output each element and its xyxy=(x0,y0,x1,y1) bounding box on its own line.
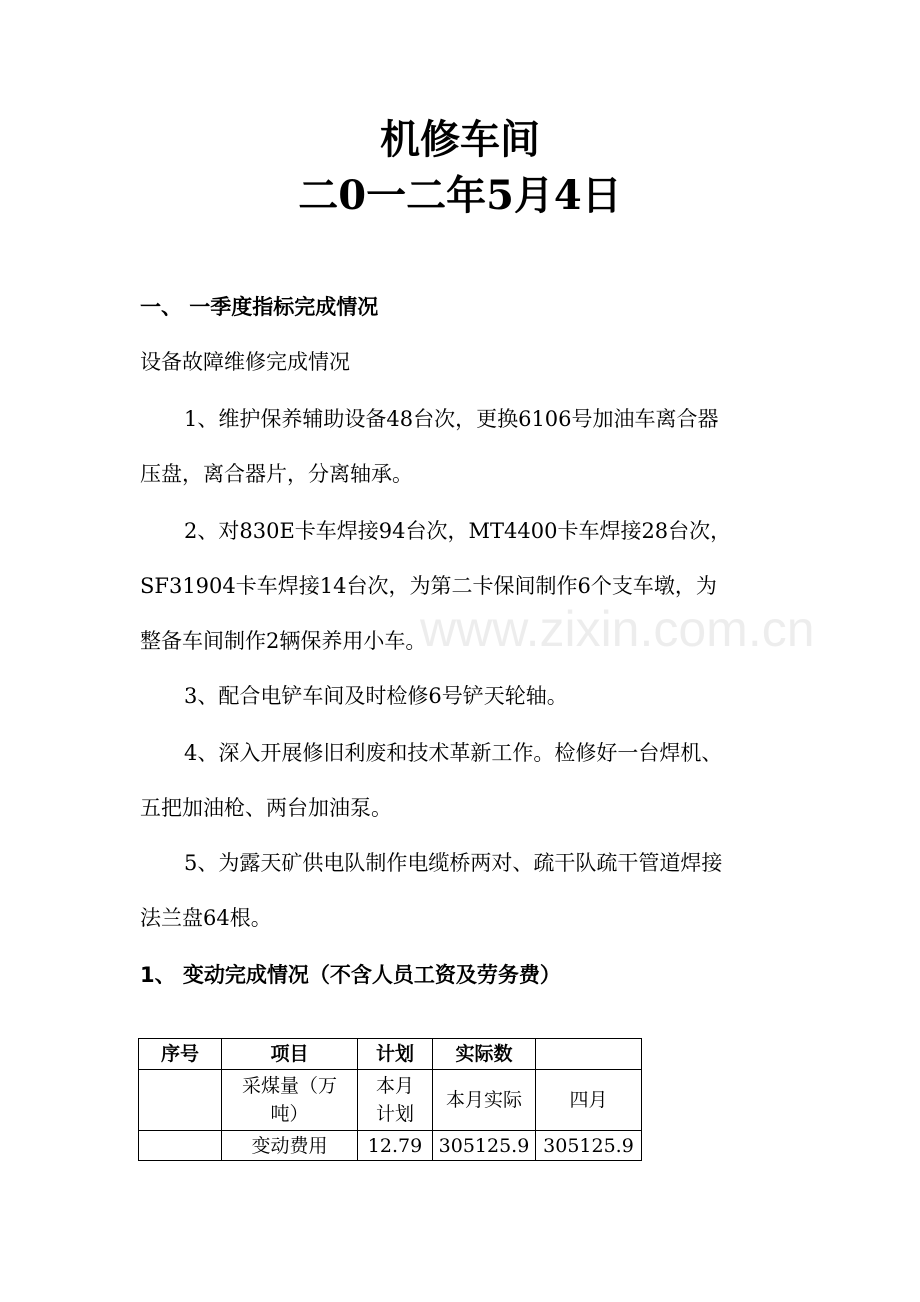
table-cell: 本月实际 xyxy=(433,1070,536,1131)
table-header-cell: 项目 xyxy=(222,1039,358,1070)
paragraph-line: 5、为露天矿供电队制作电缆桥两对、疏干队疏干管道焊接 xyxy=(184,851,723,875)
section-subheading: 设备故障维修完成情况 xyxy=(140,350,350,374)
table-row xyxy=(139,1131,642,1161)
page-date: 二0一二年5月4日 xyxy=(298,172,622,219)
table-cell: 305125.9 xyxy=(536,1131,642,1161)
watermark: www.zixin.com.cn xyxy=(420,601,815,657)
page-title: 机修车间 xyxy=(380,116,540,163)
paragraph-line: 整备车间制作2辆保养用小车。 xyxy=(140,629,427,653)
table-header-cell: 序号 xyxy=(139,1039,222,1070)
section-heading-1: 一、 一季度指标完成情况 xyxy=(140,295,379,319)
paragraph-line: 五把加油枪、两台加油泵。 xyxy=(140,796,392,820)
paragraph-line: 4、深入开展修旧利废和技术革新工作。检修好一台焊机、 xyxy=(184,741,723,765)
data-table xyxy=(138,1038,642,1161)
table-cell xyxy=(139,1131,222,1161)
paragraph-line: 法兰盘64根。 xyxy=(140,906,272,930)
table-header-cell: 实际数 xyxy=(433,1039,536,1070)
paragraph-line: 3、配合电铲车间及时检修6号铲天轮轴。 xyxy=(184,684,568,708)
paragraph-line: 1、维护保养辅助设备48台次，更换6106号加油车离合器 xyxy=(184,407,719,431)
table-cell: 12.79 xyxy=(358,1131,433,1161)
table-cell: 采煤量（万吨） xyxy=(222,1070,358,1131)
table-cell: 本月计划 xyxy=(358,1070,433,1131)
paragraph-line: 2、对830E卡车焊接94台次，MT4400卡车焊接28台次， xyxy=(184,519,732,543)
paragraph-line: SF31904卡车焊接14台次，为第二卡保间制作6个支车墩，为 xyxy=(140,574,717,598)
table-cell: 四月 xyxy=(536,1070,642,1131)
table-row xyxy=(139,1070,642,1131)
paragraph-line: 压盘，离合器片，分离轴承。 xyxy=(140,462,413,486)
table-header-cell xyxy=(536,1039,642,1070)
section-heading-2: 1、 变动完成情况（不含人员工资及劳务费） xyxy=(140,963,561,987)
table-cell: 变动费用 xyxy=(222,1131,358,1161)
table-cell xyxy=(139,1070,222,1131)
table-header-row xyxy=(139,1039,642,1070)
table-cell: 305125.9 xyxy=(433,1131,536,1161)
table-header-cell: 计划 xyxy=(358,1039,433,1070)
